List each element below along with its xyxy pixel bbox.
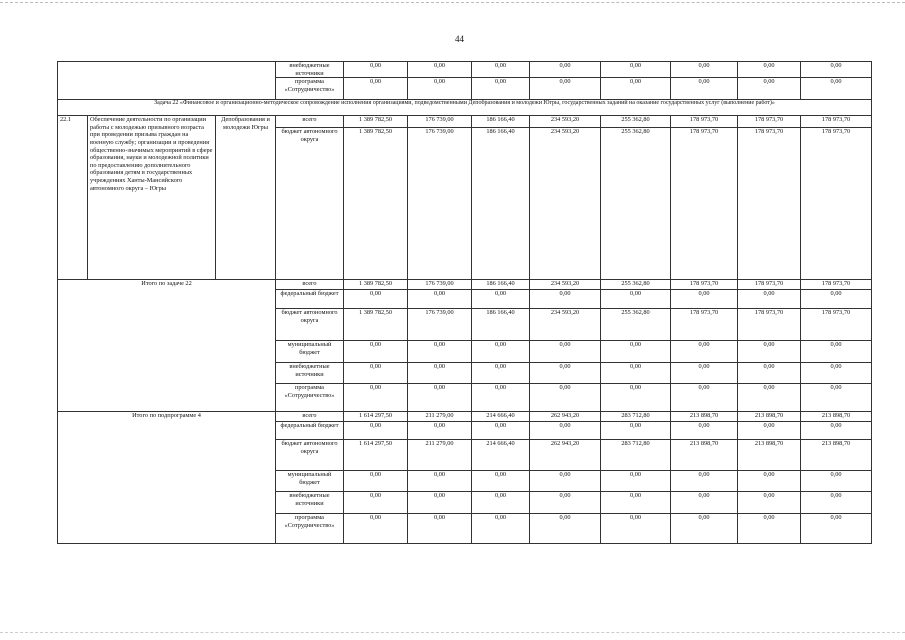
value-cell: 0,00: [530, 290, 601, 309]
value-cell: 0,00: [601, 62, 671, 78]
value-cell: 0,00: [801, 341, 872, 363]
value-cell: 213 898,70: [671, 412, 738, 422]
value-cell: 234 593,20: [530, 128, 601, 280]
value-cell: 255 362,80: [601, 128, 671, 280]
value-cell: 0,00: [801, 471, 872, 492]
task-header: Задача 22 «Финансовое и организационно-методическое сопровождение исполнения организациями, подведомственными Депобразования и молодежи Югры, государственных заданий на оказание государственных услуг (выполнение работ)»: [58, 100, 872, 116]
row-label: внебюджетные источники: [276, 492, 344, 514]
value-cell: 213 898,70: [738, 440, 801, 471]
value-cell: 213 898,70: [801, 440, 872, 471]
value-cell: 1 389 782,50: [344, 116, 408, 128]
value-cell: 0,00: [530, 363, 601, 384]
value-cell: 0,00: [344, 422, 408, 440]
value-cell: 283 712,80: [601, 412, 671, 422]
value-cell: 0,00: [530, 78, 601, 100]
row-label: программа «Сотрудничество»: [276, 78, 344, 100]
scan-edge-top: [0, 2, 905, 4]
row-label: бюджет автономного округа: [276, 309, 344, 341]
value-cell: 0,00: [530, 341, 601, 363]
value-cell: 0,00: [601, 290, 671, 309]
value-cell: 0,00: [671, 514, 738, 544]
value-cell: 0,00: [344, 290, 408, 309]
value-cell: 255 362,80: [601, 116, 671, 128]
table-row: [58, 62, 872, 78]
value-cell: 186 166,40: [472, 128, 530, 280]
value-cell: 0,00: [530, 384, 601, 412]
value-cell: 0,00: [671, 290, 738, 309]
value-cell: 0,00: [801, 363, 872, 384]
row-label: всего: [276, 412, 344, 422]
row-label: внебюджетные источники: [276, 363, 344, 384]
value-cell: 0,00: [408, 471, 472, 492]
value-cell: 0,00: [344, 78, 408, 100]
value-cell: 176 739,00: [408, 128, 472, 280]
row-label: муниципальный бюджет: [276, 471, 344, 492]
value-cell: 213 898,70: [738, 412, 801, 422]
value-cell: 0,00: [738, 514, 801, 544]
value-cell: 234 593,20: [530, 309, 601, 341]
value-cell: 0,00: [344, 471, 408, 492]
value-cell: 176 739,00: [408, 280, 472, 290]
row-label: федеральный бюджет: [276, 422, 344, 440]
total-subprogram-title: Итого по подпрограмме 4: [58, 412, 276, 544]
value-cell: 0,00: [472, 363, 530, 384]
value-cell: 0,00: [671, 422, 738, 440]
value-cell: 1 614 297,50: [344, 440, 408, 471]
table-row: [58, 116, 872, 128]
value-cell: 176 739,00: [408, 116, 472, 128]
value-cell: 0,00: [472, 384, 530, 412]
value-cell: 0,00: [801, 78, 872, 100]
value-cell: 178 973,70: [801, 116, 872, 128]
value-cell: 0,00: [408, 422, 472, 440]
value-cell: 0,00: [530, 514, 601, 544]
page-number: 44: [455, 34, 464, 44]
value-cell: 0,00: [671, 341, 738, 363]
value-cell: 0,00: [344, 341, 408, 363]
value-cell: 1 389 782,50: [344, 128, 408, 280]
row-label: всего: [276, 280, 344, 290]
value-cell: 0,00: [601, 363, 671, 384]
value-cell: 0,00: [408, 78, 472, 100]
scan-edge-bottom: [0, 632, 905, 634]
value-cell: 0,00: [408, 290, 472, 309]
value-cell: 0,00: [601, 471, 671, 492]
value-cell: 0,00: [530, 471, 601, 492]
value-cell: 214 666,40: [472, 412, 530, 422]
value-cell: 234 593,20: [530, 116, 601, 128]
value-cell: 178 973,70: [801, 128, 872, 280]
row-label: бюджет автономного округа: [276, 440, 344, 471]
table-row: [58, 280, 872, 290]
value-cell: 186 166,40: [472, 280, 530, 290]
value-cell: 0,00: [801, 290, 872, 309]
value-cell: 186 166,40: [472, 116, 530, 128]
row-label: федеральный бюджет: [276, 290, 344, 309]
value-cell: 0,00: [408, 514, 472, 544]
value-cell: 0,00: [408, 62, 472, 78]
value-cell: 211 279,00: [408, 412, 472, 422]
value-cell: 262 943,20: [530, 440, 601, 471]
value-cell: 0,00: [801, 514, 872, 544]
value-cell: 211 279,00: [408, 440, 472, 471]
activity-executor: Депобразования и молодежи Югры: [216, 116, 276, 280]
value-cell: 0,00: [408, 363, 472, 384]
row-label: бюджет автономного округа: [276, 128, 344, 280]
row-label: всего: [276, 116, 344, 128]
value-cell: 178 973,70: [671, 128, 738, 280]
value-cell: 0,00: [530, 62, 601, 78]
empty-cell: [58, 62, 276, 100]
value-cell: 0,00: [801, 422, 872, 440]
value-cell: 0,00: [738, 492, 801, 514]
value-cell: 0,00: [738, 341, 801, 363]
value-cell: 178 973,70: [738, 309, 801, 341]
task-header-row: [58, 100, 872, 116]
value-cell: 0,00: [601, 514, 671, 544]
value-cell: 255 362,80: [601, 309, 671, 341]
value-cell: 0,00: [530, 422, 601, 440]
value-cell: 0,00: [601, 422, 671, 440]
row-label: программа «Сотрудничество»: [276, 384, 344, 412]
value-cell: 0,00: [601, 384, 671, 412]
value-cell: 186 166,40: [472, 309, 530, 341]
total-task-title: Итого по задаче 22: [58, 280, 276, 412]
value-cell: 0,00: [601, 78, 671, 100]
value-cell: 0,00: [738, 78, 801, 100]
value-cell: 0,00: [738, 471, 801, 492]
value-cell: 0,00: [344, 62, 408, 78]
value-cell: 0,00: [601, 492, 671, 514]
value-cell: 0,00: [472, 341, 530, 363]
value-cell: 0,00: [801, 492, 872, 514]
value-cell: 1 389 782,50: [344, 309, 408, 341]
activity-name: Обеспечение деятельности по организации работы с молодежью призывного возраста при проведении призыва граждан на военную службу; организации и проведения общественно-значимых мероприятий в сфере образования, науки и молодежной политики по предоставлению дополнительного образования детям в государственных учреждениях Ханты-Мансийского автономного округа – Югры: [88, 116, 216, 280]
value-cell: 234 593,20: [530, 280, 601, 290]
value-cell: 1 614 297,50: [344, 412, 408, 422]
value-cell: 178 973,70: [801, 280, 872, 290]
value-cell: 0,00: [344, 384, 408, 412]
value-cell: 0,00: [738, 290, 801, 309]
table-row: [58, 412, 872, 422]
value-cell: 214 666,40: [472, 440, 530, 471]
value-cell: 0,00: [601, 341, 671, 363]
budget-table-body: [58, 62, 872, 544]
value-cell: 178 973,70: [738, 280, 801, 290]
value-cell: 213 898,70: [801, 412, 872, 422]
value-cell: 0,00: [738, 363, 801, 384]
value-cell: 0,00: [738, 422, 801, 440]
value-cell: 0,00: [671, 78, 738, 100]
value-cell: 0,00: [801, 384, 872, 412]
value-cell: 0,00: [530, 492, 601, 514]
value-cell: 0,00: [472, 471, 530, 492]
value-cell: 255 362,80: [601, 280, 671, 290]
budget-table: [57, 61, 872, 544]
row-label: программа «Сотрудничество»: [276, 514, 344, 544]
value-cell: 0,00: [408, 341, 472, 363]
value-cell: 283 712,80: [601, 440, 671, 471]
value-cell: 0,00: [801, 62, 872, 78]
value-cell: 178 973,70: [671, 116, 738, 128]
value-cell: 0,00: [472, 290, 530, 309]
value-cell: 178 973,70: [671, 280, 738, 290]
value-cell: 0,00: [408, 384, 472, 412]
value-cell: 0,00: [472, 62, 530, 78]
value-cell: 0,00: [671, 62, 738, 78]
value-cell: 213 898,70: [671, 440, 738, 471]
value-cell: 0,00: [472, 492, 530, 514]
value-cell: 262 943,20: [530, 412, 601, 422]
value-cell: 0,00: [344, 514, 408, 544]
row-label: внебюджетные источники: [276, 62, 344, 78]
activity-number: 22.1: [58, 116, 88, 280]
value-cell: 178 973,70: [738, 128, 801, 280]
value-cell: 0,00: [472, 78, 530, 100]
row-label: муниципальный бюджет: [276, 341, 344, 363]
value-cell: 0,00: [671, 492, 738, 514]
value-cell: 178 973,70: [738, 116, 801, 128]
value-cell: 176 739,00: [408, 309, 472, 341]
value-cell: 0,00: [472, 514, 530, 544]
value-cell: 0,00: [344, 492, 408, 514]
value-cell: 1 389 782,50: [344, 280, 408, 290]
value-cell: 0,00: [408, 492, 472, 514]
value-cell: 0,00: [671, 471, 738, 492]
value-cell: 178 973,70: [801, 309, 872, 341]
value-cell: 0,00: [344, 363, 408, 384]
value-cell: 0,00: [671, 384, 738, 412]
value-cell: 0,00: [738, 384, 801, 412]
value-cell: 0,00: [738, 62, 801, 78]
value-cell: 0,00: [472, 422, 530, 440]
value-cell: 0,00: [671, 363, 738, 384]
value-cell: 178 973,70: [671, 309, 738, 341]
